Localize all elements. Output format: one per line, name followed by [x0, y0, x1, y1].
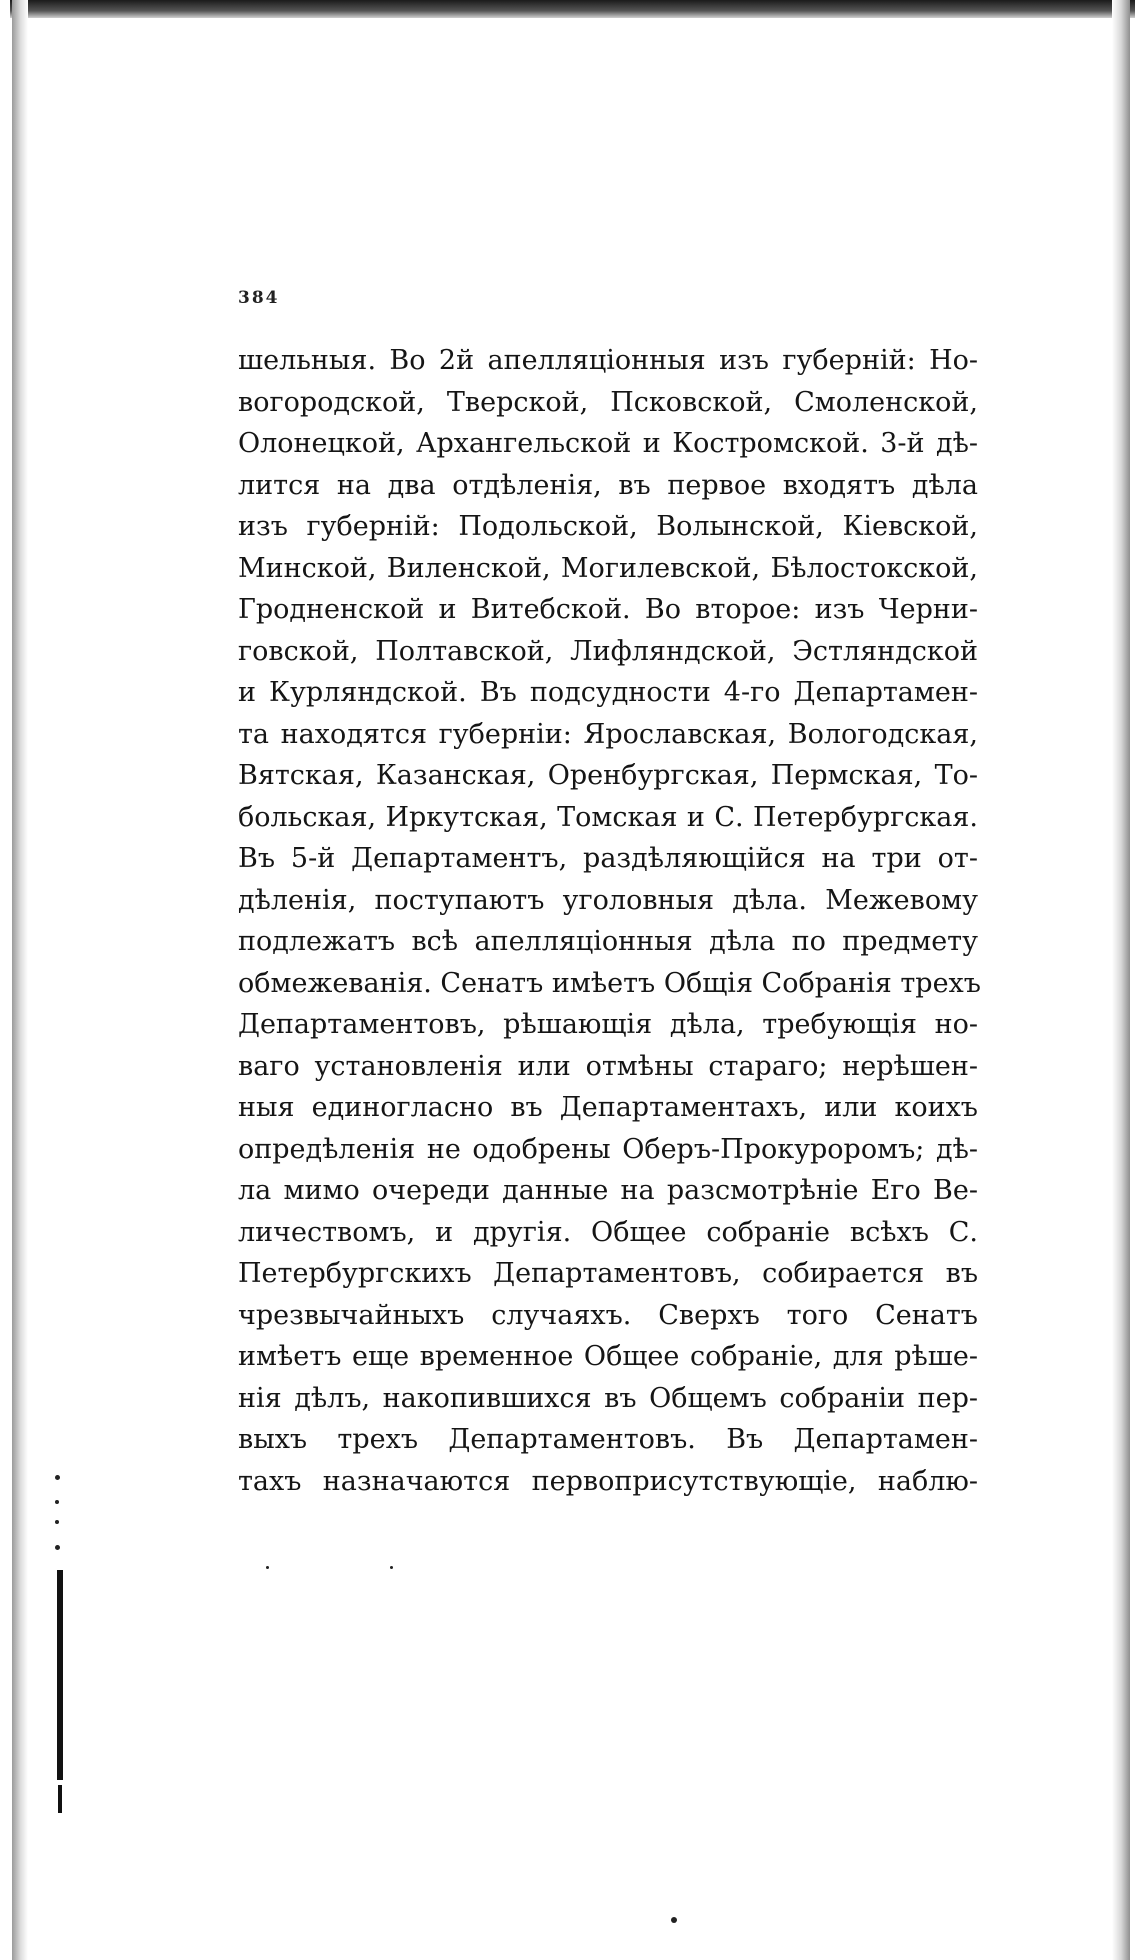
text-line: Въ 5-й Департаментъ, раздѣляющійся на три от-	[238, 843, 978, 874]
text-line: шельныя. Во 2й апелляціонныя изъ губерній: Но-	[238, 345, 978, 376]
text-line: чрезвычайныхъ случаяхъ. Сверхъ того Сенатъ	[238, 1299, 978, 1331]
text-line: больская, Иркутская, Томская и С. Петербургская.	[238, 801, 978, 833]
text-line: изъ губерній: Подольской, Волынской, Кіевской,	[238, 511, 978, 542]
page-number: 384	[238, 288, 280, 308]
text-line: и Курляндской. Въ подсудности 4-го Департамен-	[238, 677, 978, 708]
speck	[55, 1545, 60, 1550]
speck	[390, 1566, 393, 1569]
text-line: подлежатъ всѣ апелляціонныя дѣла по предмету	[238, 926, 978, 957]
speck	[55, 1520, 59, 1524]
speck	[55, 1500, 59, 1504]
text-line: Олонецкой, Архангельской и Костромской. 3-й дѣ-	[238, 428, 978, 459]
text-line: Вятская, Казанская, Оренбургская, Пермская, То-	[238, 760, 978, 791]
text-line: опредѣленія не одобрены Оберъ-Прокуроромъ; дѣ-	[238, 1133, 978, 1165]
binding-mark	[58, 1785, 62, 1813]
body-text	[238, 340, 981, 1502]
text-line: выхъ трехъ Департаментовъ. Въ Департамен-	[238, 1424, 978, 1455]
text-line: Гродненской и Витебской. Во второе: изъ Черни-	[238, 594, 978, 625]
text-line: тахъ назначаются первоприсутствующіе, наблю-	[238, 1465, 978, 1497]
text-line: личествомъ, и другія. Общее собраніе всѣхъ С.	[238, 1216, 978, 1248]
speck	[55, 1475, 60, 1480]
binding-mark	[57, 1570, 63, 1780]
text-line: Петербургскихъ Департаментовъ, собирается въ	[238, 1258, 978, 1289]
speck	[266, 1566, 269, 1569]
speck	[671, 1917, 677, 1923]
text-line: вогородской, Тверской, Псковской, Смоленской,	[238, 386, 978, 418]
text-line: обмежеванія. Сенатъ имѣетъ Общія Собранія трехъ	[238, 967, 981, 999]
text-line: Департаментовъ, рѣшающія дѣла, требующія но-	[238, 1009, 978, 1040]
text-line: ныя единогласно въ Департаментахъ, или коихъ	[238, 1092, 978, 1123]
text-line: лится на два отдѣленія, въ первое входятъ дѣла	[238, 469, 978, 501]
text-line: та находятся губерніи: Ярославская, Вологодская,	[238, 718, 978, 750]
scan-edge-left	[12, 0, 28, 1960]
text-line: ла мимо очереди данные на разсмотрѣніе Его Ве-	[238, 1175, 978, 1206]
text-line: говской, Полтавской, Лифляндской, Эстляндской	[238, 635, 978, 667]
text-line: имѣетъ еще временное Общее собраніе, для рѣше-	[238, 1341, 978, 1372]
text-line: нія дѣлъ, накопившихся въ Общемъ собраніи пер-	[238, 1382, 978, 1414]
scan-edge-right	[1112, 0, 1130, 1960]
text-line: дѣленія, поступаютъ уголовныя дѣла. Межевому	[238, 884, 978, 916]
text-line: ваго установленія или отмѣны стараго; нерѣшен-	[238, 1050, 978, 1082]
scan-edge-top	[10, 0, 1135, 18]
text-line: Минской, Виленской, Могилевской, Бѣлостокской,	[238, 552, 978, 584]
